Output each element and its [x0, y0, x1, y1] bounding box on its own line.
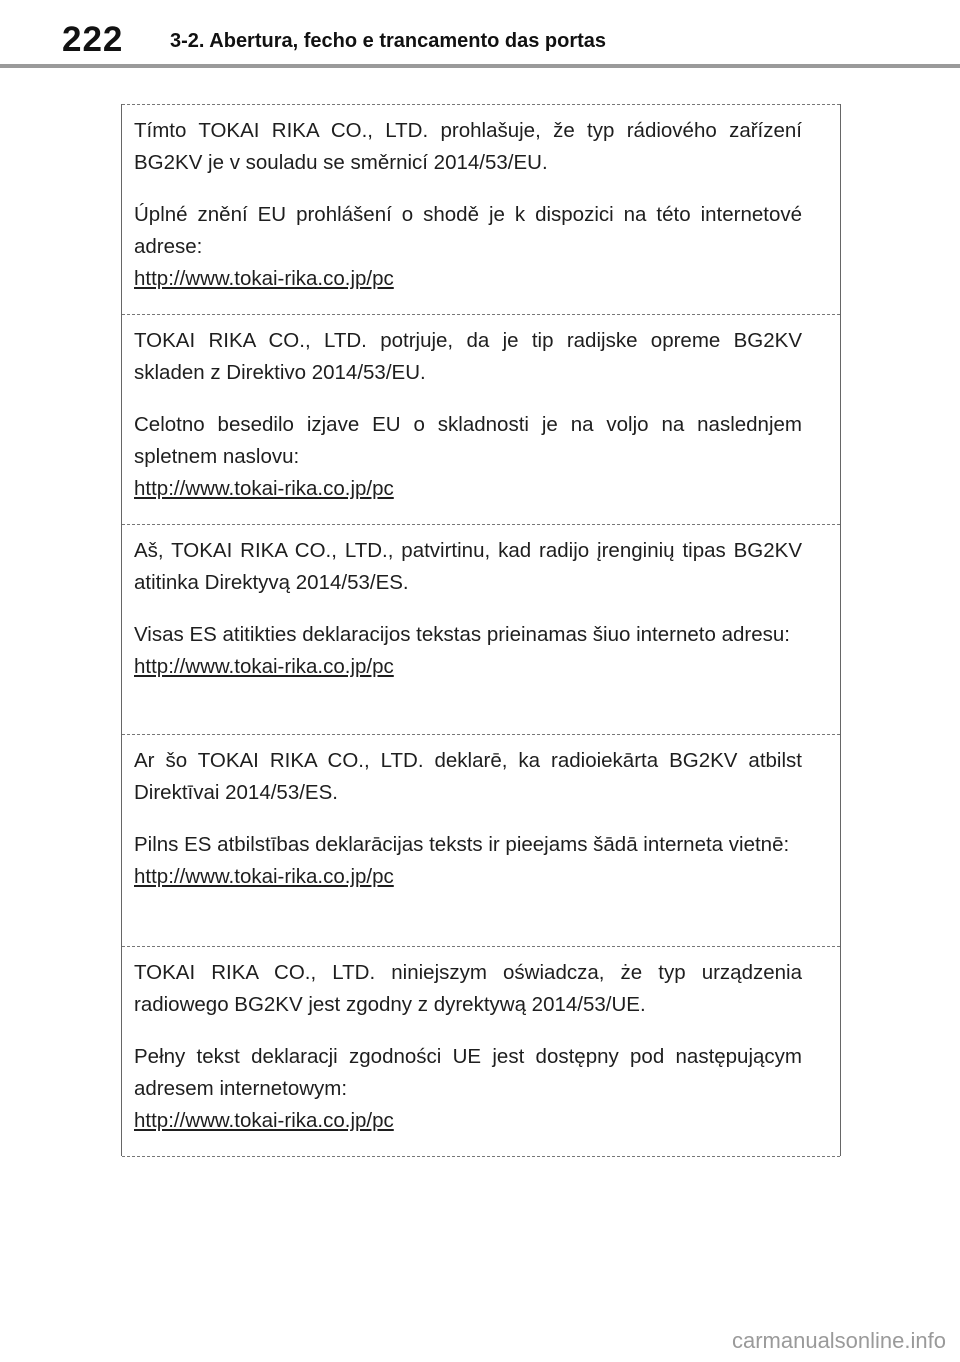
page-header	[0, 0, 960, 70]
declaration-text: TOKAI RIKA CO., LTD. niniejszym oświadcza, że typ urządzenia radiowego BG2KV jest zgodny z dyrektywą 2014/53/UE.	[134, 961, 802, 1016]
declarations-box	[121, 104, 841, 1156]
availability-text: Pełny tekst deklaracji zgodności UE jest dostępny pod następującym adresem internetowym:	[134, 1045, 802, 1100]
declaration-text: TOKAI RIKA CO., LTD. potrjuje, da je tip radijske opreme BG2KV skladen z Direktivo 2014/53/EU.	[134, 329, 802, 384]
declaration-url-link[interactable]: http://www.tokai-rika.co.jp/pc	[134, 865, 394, 888]
availability-text: Úplné znění EU prohlášení o shodě je k dispozici na této internetové adrese:	[134, 203, 802, 258]
watermark-text: carmanualsonline.info	[731, 1328, 946, 1353]
availability-text: Pilns ES atbilstības deklarācijas teksts ir pieejams šādā interneta vietnē:	[134, 833, 790, 856]
declaration-url-link[interactable]: http://www.tokai-rika.co.jp/pc	[134, 655, 394, 678]
declaration-section-pl	[122, 946, 840, 1157]
declaration-section-lt	[122, 524, 840, 735]
header-divider	[0, 64, 960, 68]
declaration-text: Ar šo TOKAI RIKA CO., LTD. deklarē, ka radioiekārta BG2KV atbilst Direktīvai 2014/53/ES.	[134, 749, 802, 804]
availability-text: Celotno besedilo izjave EU o skladnosti je na voljo na naslednjem spletnem naslovu:	[134, 413, 802, 468]
declaration-section-cs	[122, 104, 840, 315]
declaration-section-lv	[122, 734, 840, 947]
availability-text: Visas ES atitikties deklaracijos tekstas prieinamas šiuo interneto adresu:	[134, 623, 790, 646]
declaration-url-link[interactable]: http://www.tokai-rika.co.jp/pc	[134, 1109, 394, 1132]
declaration-url-link[interactable]: http://www.tokai-rika.co.jp/pc	[134, 267, 394, 290]
declaration-url-link[interactable]: http://www.tokai-rika.co.jp/pc	[134, 477, 394, 500]
page-number: 222	[62, 20, 124, 59]
declaration-text: Aš, TOKAI RIKA CO., LTD., patvirtinu, kad radijo įrenginių tipas BG2KV atitinka Direktyvą 2014/53/ES.	[134, 539, 802, 594]
declaration-text: Tímto TOKAI RIKA CO., LTD. prohlašuje, že typ rádiového zařízení BG2KV je v souladu se směrnicí 2014/53/EU.	[134, 119, 802, 174]
declaration-section-sl	[122, 314, 840, 525]
section-title: 3-2. Abertura, fecho e trancamento das portas	[170, 30, 607, 52]
